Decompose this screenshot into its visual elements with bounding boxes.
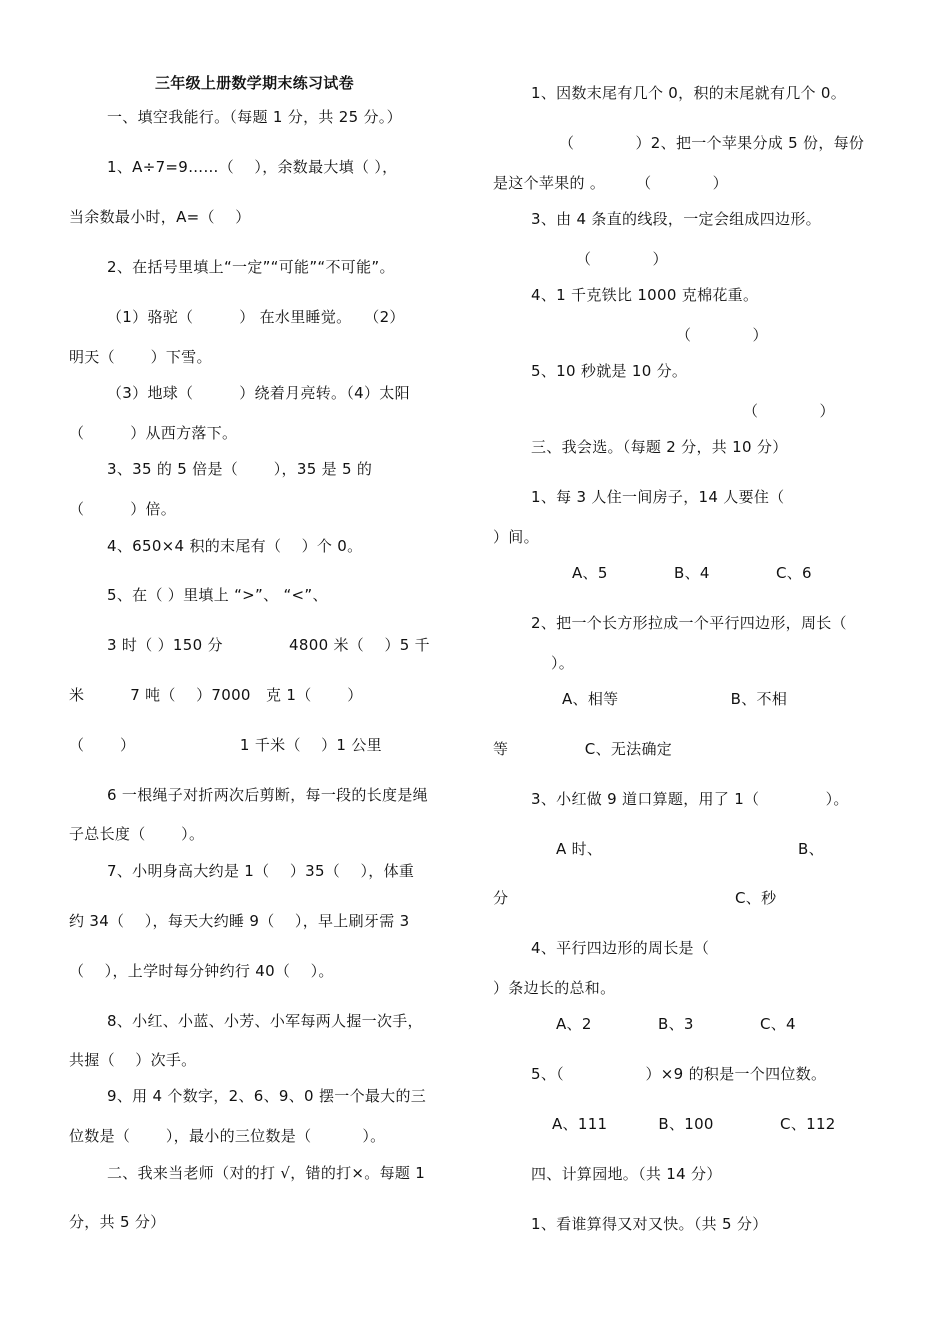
right-column-line: A、5 B、4 C、6 <box>572 564 812 582</box>
right-column-line: ）。 <box>551 654 575 672</box>
left-column-line: 5、在（ ）里填上 “>”、 “<”、 <box>107 586 328 604</box>
left-column-line: （ ）倍。 <box>69 500 177 518</box>
left-column-line: （ ），上学时每分钟约行 40（ ）。 <box>69 962 334 980</box>
right-column-line: ）条边长的总和。 <box>493 979 616 997</box>
left-column-line: 子总长度（ ）。 <box>69 825 205 843</box>
left-column-line: 二、我来当老师（对的打 √，错的打×。每题 1 <box>107 1164 426 1182</box>
left-column-line: 1、A÷7=9……（ ），余数最大填（ ）， <box>107 158 398 176</box>
right-column-line: （ ） <box>676 326 768 344</box>
left-column-line: 米 7 吨（ ）7000 克 1（ ） <box>69 686 363 704</box>
left-column-line: （ ） 1 千米（ ）1 公里 <box>69 736 382 754</box>
left-column-line: 3 时（ ）150 分 4800 米（ ）5 千 <box>107 636 430 654</box>
right-column-line: B、 <box>798 840 824 858</box>
left-column-line: 4、650×4 积的末尾有（ ）个 0。 <box>107 537 363 555</box>
right-column-line: 三、我会选。（每题 2 分，共 10 分） <box>531 438 788 456</box>
left-column-line: 3、35 的 5 倍是（ ），35 是 5 的 <box>107 460 373 478</box>
right-column-line: （ ） <box>743 402 835 420</box>
right-column-line: 四、计算园地。（共 14 分） <box>531 1165 722 1183</box>
left-column-line: 2、在括号里填上“一定”“可能”“不可能”。 <box>107 258 395 276</box>
right-column-line: 是这个苹果的 。 （ ） <box>493 174 728 192</box>
right-column-line: 4、平行四边形的周长是（ <box>531 939 710 957</box>
left-column-line: 9、用 4 个数字，2、6、9、0 摆一个最大的三 <box>107 1087 427 1105</box>
right-column-line: A、111 B、100 C、112 <box>552 1115 836 1133</box>
right-column-line: C、秒 <box>735 889 777 907</box>
right-column-line: 3、由 4 条直的线段，一定会组成四边形。 <box>531 210 821 228</box>
right-column-line: 5、（ ）×9 的积是一个四位数。 <box>531 1065 827 1083</box>
right-column-line: ）间。 <box>493 528 539 546</box>
right-column-line: 分 <box>493 889 509 907</box>
right-column-line: （ ）2、把一个苹果分成 5 份，每份 <box>559 134 865 152</box>
right-column-line: 5、10 秒就是 10 分。 <box>531 362 688 380</box>
left-column-line: 8、小红、小蓝、小芳、小军每两人握一次手， <box>107 1012 423 1030</box>
left-column-line: 明天（ ）下雪。 <box>69 348 212 366</box>
left-column-line: 一、填空我能行。（每题 1 分，共 25 分。） <box>107 108 402 126</box>
right-column-line: 1、因数末尾有几个 0，积的末尾就有几个 0。 <box>531 84 847 102</box>
left-column-line: 分，共 5 分） <box>69 1213 166 1231</box>
right-column-line: A 时、 <box>556 840 603 858</box>
left-column-line: 当余数最小时，A=（ ） <box>69 208 251 226</box>
document-title: 三年级上册数学期末练习试卷 <box>155 74 354 92</box>
left-column-line: 共握（ ）次手。 <box>69 1051 197 1069</box>
right-column-line: 3、小红做 9 道口算题，用了 1（ ）。 <box>531 790 849 808</box>
right-column-line: 2、把一个长方形拉成一个平行四边形，周长（ <box>531 614 847 632</box>
left-column-line: 位数是（ ），最小的三位数是（ ）。 <box>69 1127 386 1145</box>
right-column-line: （ ） <box>576 250 668 268</box>
left-column-line: 7、小明身高大约是 1（ ）35（ ），体重 <box>107 862 415 880</box>
left-column-line: 6 一根绳子对折两次后剪断，每一段的长度是绳 <box>107 786 428 804</box>
left-column-line: （ ）从西方落下。 <box>69 424 238 442</box>
right-column-line: 4、1 千克铁比 1000 克棉花重。 <box>531 286 759 304</box>
right-column-line: 等 C、无法确定 <box>493 740 673 758</box>
right-column-line: A、相等 B、不相 <box>562 690 788 708</box>
right-column-line: A、2 B、3 C、4 <box>556 1015 796 1033</box>
left-column-line: （1）骆驼（ ） 在水里睡觉。 （2） <box>107 308 405 326</box>
right-column-line: 1、每 3 人住一间房子，14 人要住（ <box>531 488 785 506</box>
right-column-line: 1、看谁算得又对又快。（共 5 分） <box>531 1215 768 1233</box>
left-column-line: （3）地球（ ）绕着月亮转。（4）太阳 <box>107 384 410 402</box>
left-column-line: 约 34（ ），每天大约睡 9（ ），早上刷牙需 3 <box>69 912 410 930</box>
